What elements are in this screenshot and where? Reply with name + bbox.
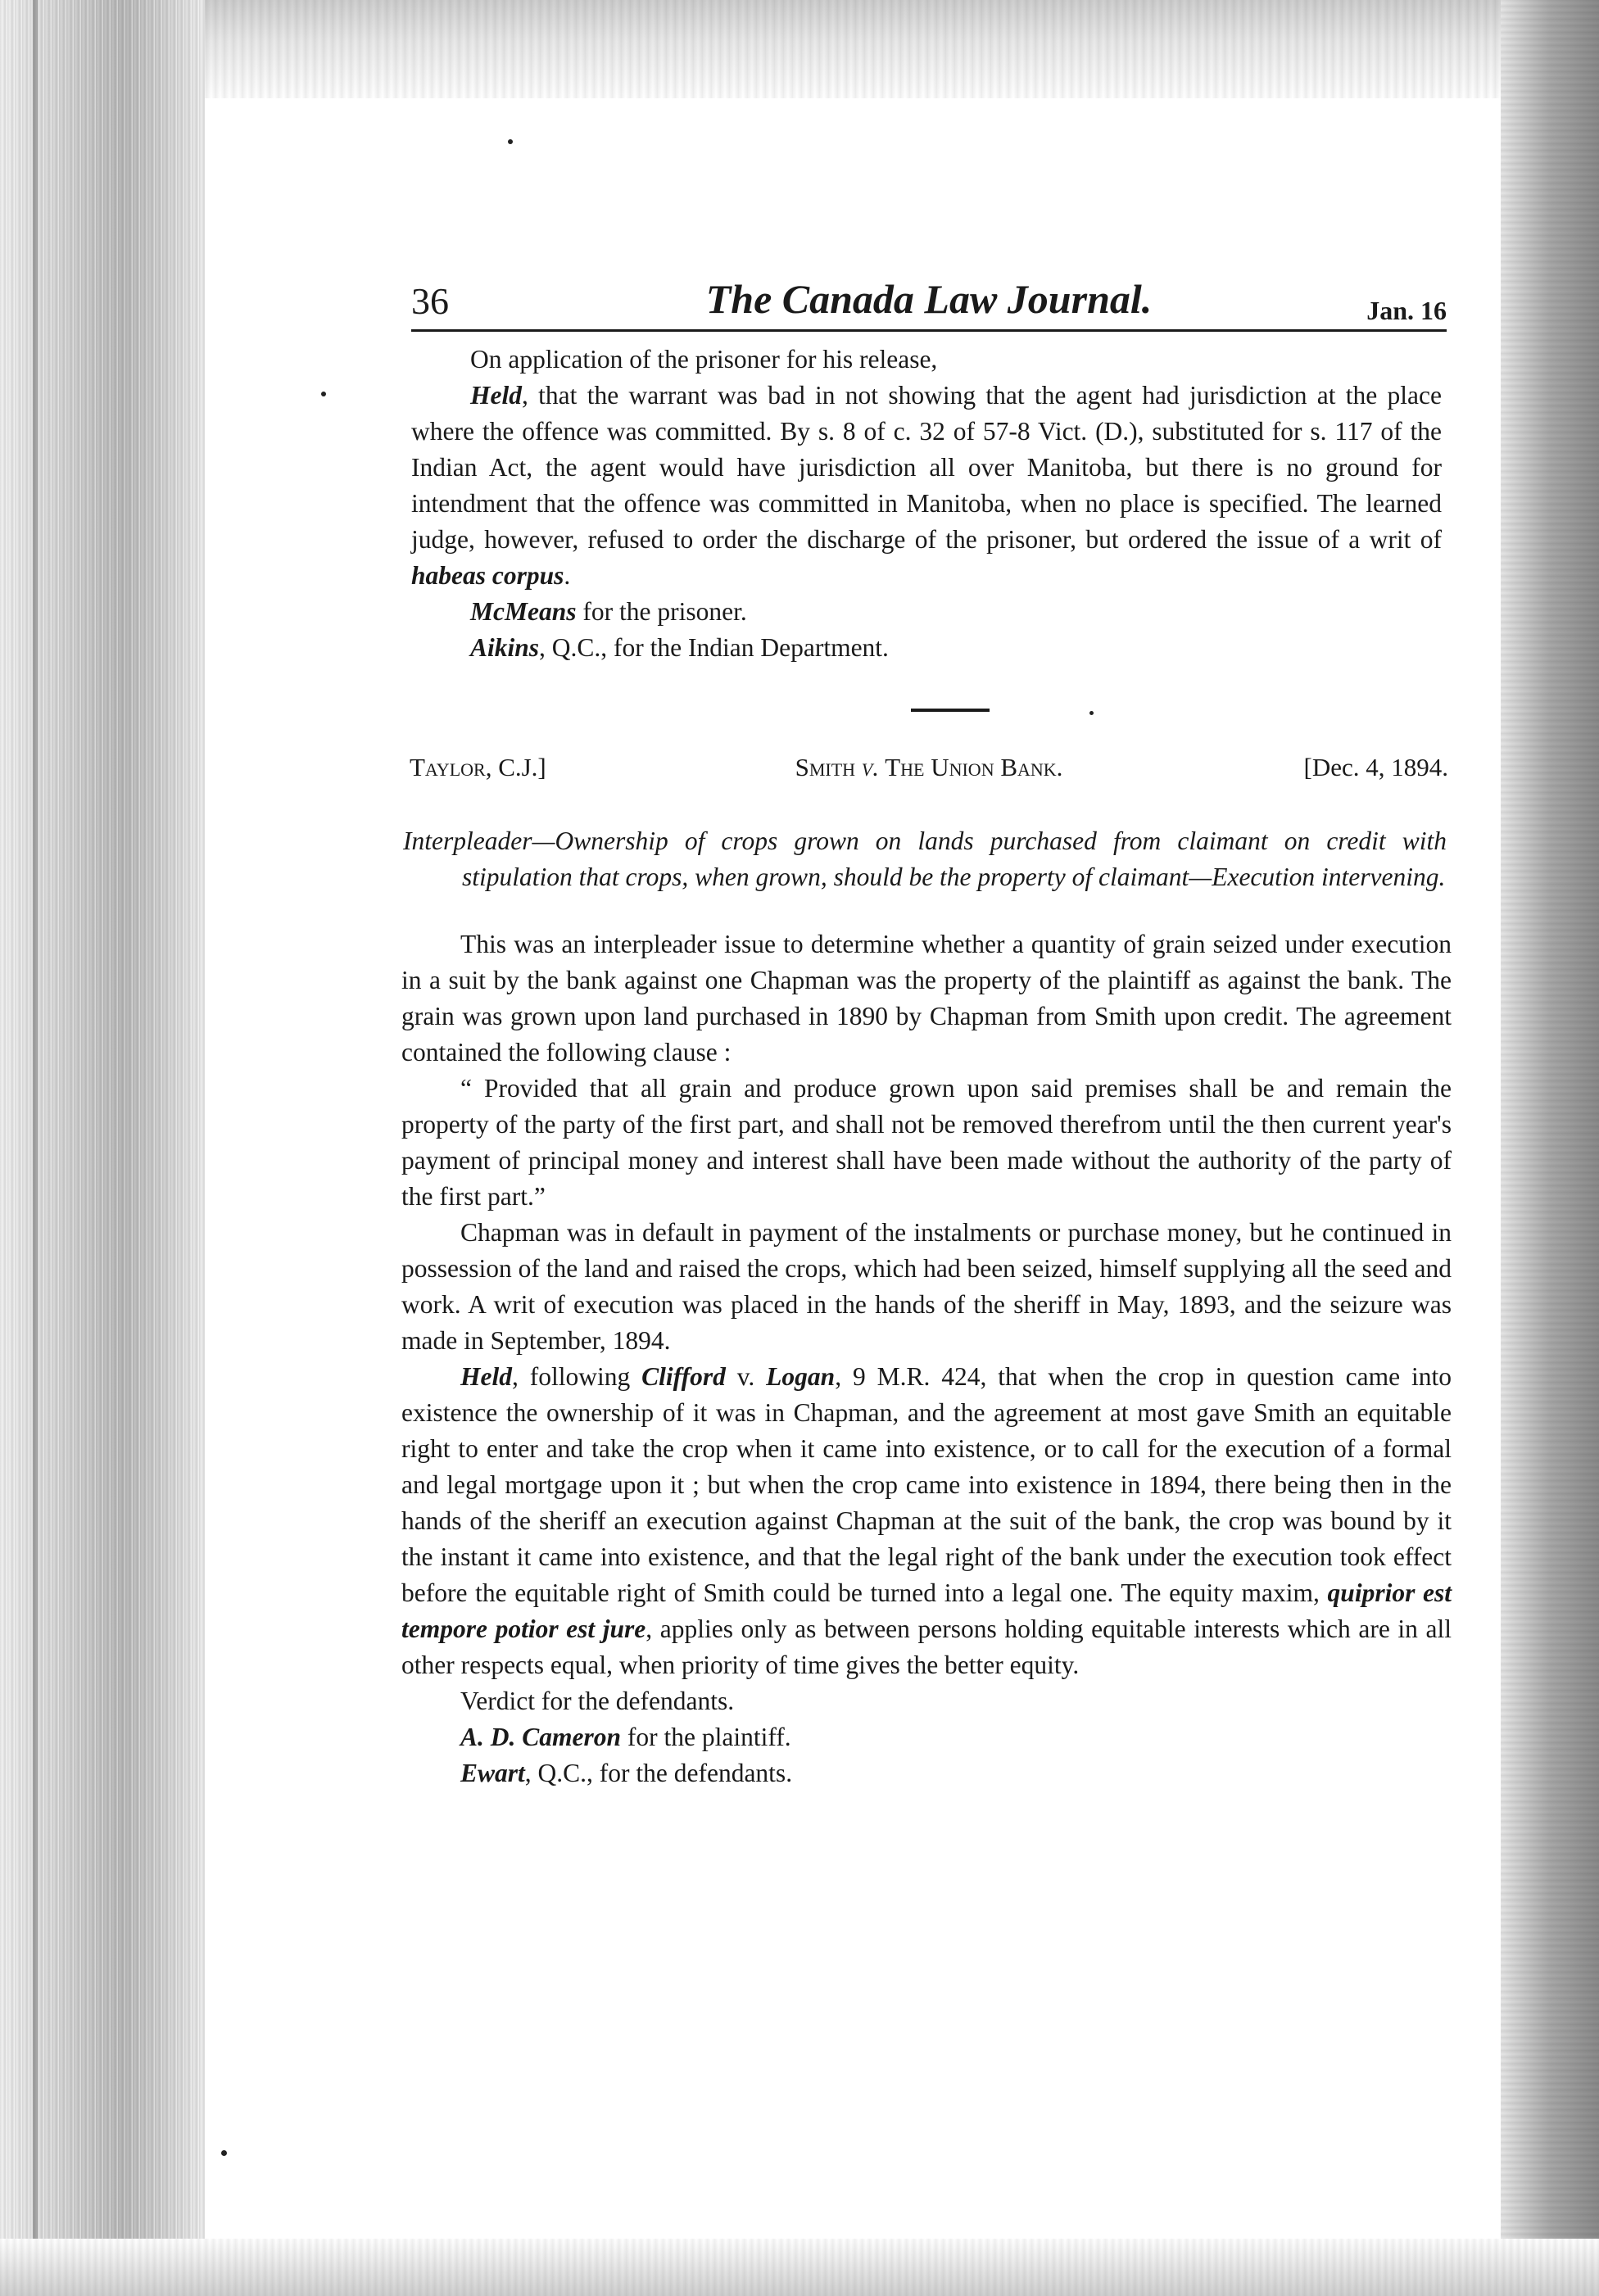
counsel-role: for the prisoner. <box>576 597 747 626</box>
equity-maxim: quiprior est tempore potior est jure <box>401 1578 1452 1643</box>
verdict: Verdict for the defendants. <box>460 1687 735 1715</box>
journal-page <box>393 262 1452 1791</box>
held-label: Held <box>460 1362 512 1391</box>
held-text-2: , applies only as between persons holding equitable interests which are in all other respects equal, when priority of time gives the better equity. <box>401 1614 1452 1679</box>
prior-case-counsel-1 <box>411 594 1442 630</box>
prior-case-intro: On application of the prisoner for his release, <box>470 345 938 374</box>
case-paragraph-1: This was an interpleader issue to determine whether a quantity of grain seized under execution in a suit by the bank against one Chapman was the property of the plaintiff as against the bank. The grain was grown upon land purchased in 1890 by Chapman from Smith upon credit. The agreement contained the following clause : <box>401 930 1452 1066</box>
case-body <box>401 926 1452 1791</box>
header-date: Jan. 16 <box>1366 296 1447 325</box>
counsel-role: , Q.C., for the Indian Department. <box>539 633 889 662</box>
case-date: [Dec. 4, 1894. <box>1303 753 1448 781</box>
page-header <box>411 262 1447 332</box>
scan-edge-left <box>0 0 205 2296</box>
citation-versus: v. <box>725 1362 767 1391</box>
scan-speck <box>221 2150 227 2156</box>
held-label: Held <box>470 381 522 410</box>
held-text-1: , 9 M.R. 424, that when the crop in question came into existence the ownership of it was in Chapman, and the agreement at most gave Smith an equitable right to enter and take the crop when it came into existence, or to call for the execution of a formal and legal mortgage upon it ; but when the crop came into existence in 1894, there being then in the hands of the sheriff an execution against Chapman at the suit of the bank, the crop was bound by it the instant it came into existence, and that the legal right of the bank under the execution took effect before the equitable right of Smith could be turned into a legal one. The equity maxim, <box>401 1362 1452 1607</box>
case-judge: Taylor, C.J.] <box>410 753 546 781</box>
prior-case-text <box>411 342 1442 666</box>
case-heading <box>410 753 1448 789</box>
scan-edge-top <box>0 0 1599 98</box>
citation-party-b: Logan <box>766 1362 836 1391</box>
case-quote: “ Provided that all grain and produce grown upon said premises shall be and remain the property of the party of the first part, and shall not be removed therefrom until the then current year's payment of principal money and interest shall have been made without the authority of the party of the first part.” <box>401 1074 1452 1211</box>
scan-binding-line <box>33 0 38 2296</box>
counsel-role: for the plaintiff. <box>621 1723 791 1751</box>
held-following: , following <box>512 1362 642 1391</box>
case-trail <box>401 1683 1452 1791</box>
case-counsel-2 <box>401 1755 1452 1791</box>
counsel-name: A. D. Cameron <box>460 1723 622 1751</box>
citation-party-a: Clifford <box>641 1362 726 1391</box>
case-title-versus: v. <box>861 753 879 781</box>
scan-edge-right <box>1501 0 1599 2296</box>
case-title-party-a: Smith <box>795 753 862 781</box>
counsel-name: Aikins <box>470 633 540 662</box>
page-number: 36 <box>411 280 449 322</box>
section-divider <box>911 709 990 712</box>
counsel-role: , Q.C., for the defendants. <box>524 1759 793 1787</box>
scan-speck <box>508 139 513 144</box>
prior-case-held <box>411 378 1442 594</box>
case-held <box>401 1359 1452 1683</box>
case-headnote: Interpleader—Ownership of crops grown on lands purchased from claimant on credit with stipulation that crops, when grown, should be the property of claimant—Execution intervening. <box>403 826 1447 891</box>
scan-speck <box>321 392 326 396</box>
writ-name: habeas corpus <box>411 561 564 590</box>
journal-title: The Canada Law Journal. <box>705 276 1153 322</box>
counsel-name: Ewart <box>460 1759 525 1787</box>
scan-edge-bottom <box>0 2239 1599 2296</box>
case-counsel-1 <box>401 1719 1452 1755</box>
held-text: , that the warrant was bad in not showing that the agent had jurisdiction at the place where the offence was committed. By s. 8 of c. 32 of 57-8 Vict. (D.), substituted for s. 117 of the Indian Act, the agent would have jurisdiction all over Manitoba, but there is no ground for intendment that the offence was committed in Manitoba, when no place is specified. The learned judge, however, refused to order the discharge of the prisoner, but ordered the issue of a writ of <box>411 381 1442 554</box>
held-end: . <box>564 561 571 590</box>
case-title-party-b: The Union Bank. <box>879 753 1063 781</box>
case-paragraph-2: Chapman was in default in payment of the instalments or purchase money, but he continued in possession of the land and raised the crops, which had been seized, himself supplying all the seed and work. A writ of execution was placed in the hands of the sheriff in May, 1893, and the seizure was made in September, 1894. <box>401 1218 1452 1355</box>
counsel-name: McMeans <box>470 597 577 626</box>
prior-case-counsel-2 <box>411 630 1442 666</box>
case-title <box>410 753 1448 782</box>
